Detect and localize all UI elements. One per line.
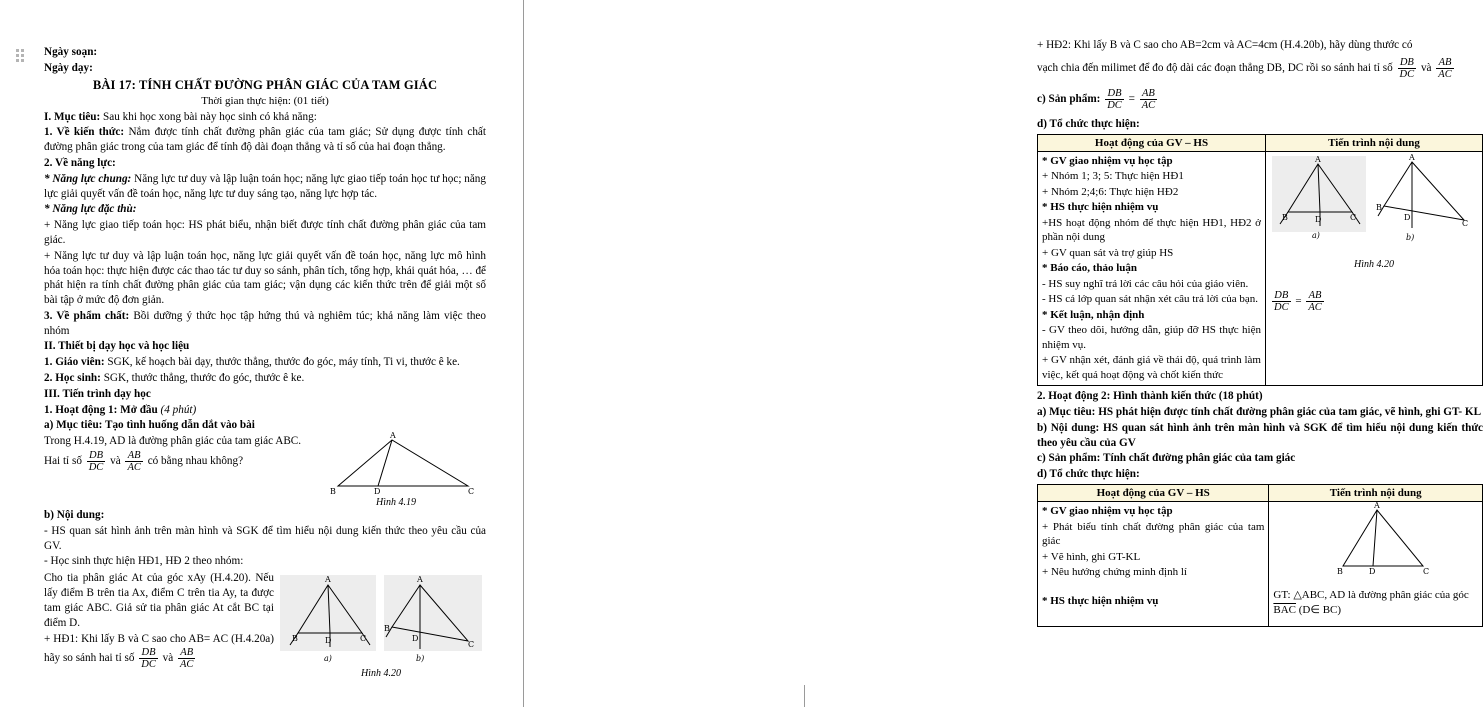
fraction-numerator: AB <box>1436 57 1453 69</box>
competence-head: 2. Về năng lực: <box>44 157 116 170</box>
figure-4-20-caption: Hình 4.20 <box>361 668 401 680</box>
activity2-product-text: c) Sản phẩm: Tính chất đường phân giác của tam giác <box>1037 452 1296 465</box>
t1-l10: - GV theo dõi, hướng dẫn, giúp đỡ HS thực hiện nhiệm vụ. <box>1042 324 1261 351</box>
special-1: + Năng lực giao tiếp toán học: HS phát biểu, nhận biết được tính chất đường phân giác của tam giác. <box>44 219 486 246</box>
general-competence <box>44 172 486 202</box>
gt-angle: $\overline{BAC}$ <box>1273 603 1297 616</box>
t1-l2: + Nhóm 2;4;6: Thực hiện HĐ2 <box>1042 185 1179 198</box>
t1-l6: * Báo cáo, thảo luận <box>1042 262 1138 275</box>
activity2-table-right-cell <box>1269 502 1483 627</box>
hd1-mid: và <box>162 652 174 665</box>
teacher-paragraph <box>44 355 486 370</box>
date-taught: Ngày dạy: <box>44 61 93 74</box>
t2-l4: * HS thực hiện nhiệm vụ <box>1042 594 1159 607</box>
activity1-hd1 <box>44 632 274 670</box>
activity2-head-line <box>1037 389 1483 404</box>
svg-text:a): a) <box>1312 230 1320 240</box>
activity1-time: (4 phút) <box>157 403 197 416</box>
left-content <box>44 45 486 679</box>
activity2-table-left-cell <box>1038 502 1269 627</box>
fraction-denominator: DC <box>1399 68 1415 80</box>
quality-text: Bồi dưỡng ý thức học tập hứng thú và nghiêm túc; khả năng làm việc theo nhóm <box>44 309 486 337</box>
triangle-abc-gt-diagram <box>1273 501 1477 588</box>
t1-l7: - HS suy nghĩ trả lời các câu hỏi của giáo viên. <box>1042 277 1249 290</box>
t1-l9: * Kết luận, nhận định <box>1042 308 1145 321</box>
svg-text:D: D <box>1369 567 1376 577</box>
student-text: SGK, thước thẳng, thước đo góc, thước ê ke. <box>100 371 305 384</box>
knowledge-paragraph <box>44 125 486 155</box>
activity1-table-right-cell <box>1266 151 1483 386</box>
col-header-gv-hs: Hoạt động của GV – HS <box>1038 485 1269 502</box>
fraction-numerator: AB <box>125 450 142 462</box>
table-header-row <box>1038 485 1483 502</box>
table1-equation <box>1270 290 1478 313</box>
fraction-numerator: DB <box>87 450 106 462</box>
special-head: * Năng lực đặc thù: <box>44 203 137 216</box>
lesson-title: BÀI 17: TÍNH CHẤT ĐƯỜNG PHÂN GIÁC CỦA TAM GIÁC <box>92 77 438 92</box>
fraction-db-dc <box>1398 57 1417 80</box>
fraction-denominator: DC <box>1107 99 1122 111</box>
gt-tail: (D∈ BC) <box>1298 603 1342 616</box>
triangle-abc-diagram <box>308 431 484 497</box>
general-text: Năng lực tư duy và lập luận toán học; năng lực giao tiếp toán học tư học; năng lực giải quyết vấn đề toán học, năng lực tư duy sáng tạo, năng lực hợp tác. <box>44 172 486 200</box>
activity1-content-head: b) Nội dung: <box>44 509 105 522</box>
left-page <box>0 0 507 707</box>
figure-4-20-right <box>1270 154 1478 284</box>
figure-4-20-right-caption: Hình 4.20 <box>1354 258 1394 270</box>
activity1-b2: - Học sinh thực hiện HĐ1, HĐ 2 theo nhóm: <box>44 555 244 568</box>
svg-text:D: D <box>325 636 332 646</box>
figure-4-19-caption: Hình 4.19 <box>376 497 416 509</box>
fraction-ab-ac <box>1306 290 1323 313</box>
student-paragraph <box>44 371 486 386</box>
hd1-pre: + HĐ1: Khi lấy B và C sao cho AB= AC (H.4.20a) hãy so sánh hai tỉ số <box>44 633 274 665</box>
svg-text:A: A <box>390 431 396 441</box>
t1-l4: +HS hoạt động nhóm để thực hiện HĐ1, HĐ2 ở phần nội dung <box>1042 216 1261 244</box>
svg-text:D: D <box>1404 212 1411 222</box>
teacher-head: 1. Giáo viên: <box>44 356 105 369</box>
fraction-numerator: DB <box>139 647 158 659</box>
triangle-symbol: △ <box>1293 589 1302 602</box>
sanpham-line <box>1037 88 1483 111</box>
hd2-mid: vạch chia đến milimet để đo độ dài các đoạn thẳng DB, DC rồi so sánh hai tỉ số <box>1037 61 1393 74</box>
fraction-denominator: AC <box>179 659 194 671</box>
gt-line <box>1273 588 1478 617</box>
svg-text:B: B <box>330 487 336 497</box>
col-header-gv-hs: Hoạt động của GV – HS <box>1038 134 1266 151</box>
fraction-db-dc <box>139 647 158 670</box>
activity1-p2 <box>44 450 302 473</box>
quality-head: 3. Về phẩm chất: <box>44 309 130 322</box>
activity1-hd-text <box>44 571 274 671</box>
activity1-b3: Cho tia phân giác At của góc xAy (H.4.20). Nếu lấy điểm B trên tia Ax, điểm C trên tia Ay, ta được tam giác ABC. Giả sử tia phân giác At cắt BC tại điểm D. <box>44 572 274 629</box>
activity1-p1: Trong H.4.19, AD là đường phân giác của tam giác ABC. <box>44 435 302 448</box>
t1-l11: + GV nhận xét, đánh giá về thái độ, quá trình làm việc, kết quả hoạt động và chốt kiến thức <box>1042 354 1261 381</box>
table-row <box>1038 151 1483 386</box>
lesson-subtitle: Thời gian thực hiện: (01 tiết) <box>201 95 329 108</box>
sanpham-label: c) Sản phẩm: <box>1037 92 1101 105</box>
right-content <box>1037 38 1483 627</box>
special-2: + Năng lực tư duy và lập luận toán học, năng lực giải quyết vấn đề toán học, năng lực mô hình hóa toán học: thực hiện được các thao tác tư duy so sánh, phân tích, tổng hợp, khái quát hóa, … để phát hiện ra tính chất đường phân giác của tam giác; vận dụng các kiến thức trên để giải một số bài tập ở mức độ đơn giản. <box>44 249 486 307</box>
fraction-numerator: AB <box>1140 88 1157 100</box>
figure-4-20-diagram <box>280 571 482 667</box>
t2-l0: * GV giao nhiệm vụ học tập <box>1042 505 1173 518</box>
t1-l3: * HS thực hiện nhiệm vụ <box>1042 201 1159 214</box>
activity1-head: 1. Hoạt động 1: Mở đầu <box>44 403 158 416</box>
fraction-db-dc <box>1105 88 1124 111</box>
activity2-table <box>1037 484 1483 627</box>
knowledge-text: Nắm được tính chất đường phân giác của tam giác; Sử dụng được tính chất đường phân giác trong của tam giác để tính độ dài đoạn thẳng và tỉ số của hai đoạn thẳng. <box>44 126 486 154</box>
svg-text:b): b) <box>1406 232 1415 242</box>
t2-l3: + Nêu hướng chứng minh định lí <box>1042 566 1187 579</box>
t2-l2: + Vẽ hình, ghi GT-KL <box>1042 550 1141 563</box>
activity2-content <box>1037 421 1483 451</box>
general-head: * Năng lực chung: <box>44 172 132 185</box>
svg-text:D: D <box>412 634 419 644</box>
teacher-text: SGK, kế hoạch bài dạy, thước thẳng, thước đo góc, máy tính, Ti vi, thước ê ke. <box>104 356 460 369</box>
svg-text:C: C <box>1423 567 1430 577</box>
svg-text:C: C <box>468 640 475 650</box>
fraction-denominator: DC <box>141 659 156 671</box>
act1-p2-post: có bằng nhau không? <box>147 454 244 467</box>
svg-text:D: D <box>1315 214 1322 224</box>
activity1-table-left-cell <box>1038 151 1266 386</box>
activity2-organize <box>1037 467 1483 482</box>
svg-text:D: D <box>374 487 381 497</box>
svg-text:C: C <box>1350 212 1357 222</box>
fraction-denominator: AC <box>1141 99 1156 111</box>
t1-l1: + Nhóm 1; 3; 5: Thực hiện HĐ1 <box>1042 170 1184 183</box>
hd2-line1: + HĐ2: Khi lấy B và C sao cho AB=2cm và AC=4cm (H.4.20b), hãy dùng thước có <box>1037 39 1413 51</box>
quality-paragraph <box>44 309 486 339</box>
activity1-intro-text <box>44 434 302 474</box>
svg-text:B: B <box>1337 567 1344 577</box>
svg-text:A: A <box>1374 501 1381 511</box>
fraction-db-dc <box>1272 290 1291 313</box>
svg-text:A: A <box>325 575 331 585</box>
equipment-head: II. Thiết bị dạy học và học liệu <box>44 340 190 353</box>
activity2-time: (18 phút) <box>1215 390 1263 403</box>
svg-text:A: A <box>1315 154 1321 164</box>
activity2-product <box>1037 451 1483 466</box>
fraction-denominator: AC <box>1438 68 1452 80</box>
activity2-content-text: b) Nội dung: HS quan sát hình ảnh trên màn hình và SGK để tìm hiểu nội dung kiến thức theo yêu cầu của GV <box>1037 421 1483 449</box>
activity1-b1: - HS quan sát hình ảnh trên màn hình và SGK để tìm hiểu nội dung kiến thức theo yêu cầu của GV. <box>44 524 486 552</box>
fraction-numerator: DB <box>1272 290 1291 302</box>
figure-4-19 <box>308 431 484 509</box>
t1-l0: * GV giao nhiệm vụ học tập <box>1042 154 1173 167</box>
fraction-db-dc <box>87 450 106 473</box>
act1-p2-mid: và <box>110 454 121 467</box>
right-page <box>507 0 1483 707</box>
fraction-ab-ac <box>1436 57 1453 80</box>
knowledge-head: 1. Về kiến thức: <box>44 126 125 139</box>
figure-4-20 <box>280 571 482 679</box>
svg-text:B: B <box>292 634 298 644</box>
svg-text:B: B <box>384 624 390 634</box>
objective-head: I. Mục tiêu: <box>44 110 101 123</box>
activity2-head: 2. Hoạt động 2: Hình thành kiến thức <box>1037 390 1216 403</box>
fraction-ab-ac <box>1140 88 1157 111</box>
col-header-noidung: Tiến trình nội dung <box>1269 485 1483 502</box>
gt-text: ABC, AD là đường phân giác của góc <box>1301 589 1469 602</box>
activity1-head-line <box>44 403 486 418</box>
svg-text:a): a) <box>324 654 332 664</box>
fraction-ab-ac <box>125 450 142 473</box>
fraction-denominator: DC <box>1274 301 1289 313</box>
svg-text:C: C <box>360 634 367 644</box>
activity1-hd-block <box>44 571 486 679</box>
activity2-goal-text: a) Mục tiêu: HS phát hiện được tính chất đường phân giác của tam giác, vẽ hình, ghi GT- KL <box>1037 406 1482 419</box>
svg-text:A: A <box>417 575 423 585</box>
table-header-row <box>1038 134 1483 151</box>
svg-text:C: C <box>1462 218 1469 228</box>
fraction-denominator: AC <box>127 461 141 473</box>
activity2-organize-text: d) Tổ chức thực hiện: <box>1037 468 1140 481</box>
hd2-and: và <box>1420 61 1432 74</box>
fraction-numerator: DB <box>1398 57 1417 69</box>
svg-text:C: C <box>468 487 475 497</box>
table-row <box>1038 502 1483 627</box>
equals-sign: = <box>1295 294 1302 307</box>
process-head: III. Tiến trình dạy học <box>44 387 151 400</box>
t2-l1: + Phát biểu tính chất đường phân giác của tam giác <box>1042 520 1265 548</box>
activity1-intro-block <box>44 431 486 509</box>
t1-l5: + GV quan sát và trợ giúp HS <box>1042 246 1174 259</box>
svg-text:A: A <box>1409 152 1415 162</box>
gt-label: GT: <box>1273 589 1291 602</box>
objective-text: Sau khi học xong bài này học sinh có khả năng: <box>100 110 317 123</box>
equals-sign: = <box>1128 92 1135 105</box>
fraction-denominator: DC <box>88 461 104 473</box>
fraction-numerator: DB <box>1105 88 1124 100</box>
figure-triangle-gt <box>1273 501 1478 588</box>
figure-4-20-right-diagram <box>1270 154 1478 258</box>
fraction-denominator: AC <box>1308 301 1322 313</box>
tochuc-label: d) Tổ chức thực hiện: <box>1037 117 1140 130</box>
svg-text:B: B <box>1376 202 1382 212</box>
activity1-table <box>1037 134 1483 387</box>
objective-paragraph <box>44 110 486 125</box>
activity1-goal: a) Mục tiêu: Tạo tình huống dẫn dắt vào bài <box>44 419 255 432</box>
student-head: 2. Học sinh: <box>44 371 101 384</box>
col-header-noidung: Tiến trình nội dung <box>1266 134 1483 151</box>
svg-text:B: B <box>1282 212 1288 222</box>
t1-l8: - HS cá lớp quan sát nhận xét câu trả lời của bạn. <box>1042 293 1258 306</box>
fraction-numerator: AB <box>178 647 195 659</box>
hd2-line2 <box>1037 57 1483 80</box>
date-prepared: Ngày soạn: <box>44 46 98 58</box>
fraction-numerator: AB <box>1306 290 1323 302</box>
fraction-ab-ac <box>178 647 195 670</box>
activity2-goal <box>1037 405 1483 420</box>
act1-p2-pre: Hai tỉ số <box>44 454 82 467</box>
svg-text:b): b) <box>416 654 425 664</box>
